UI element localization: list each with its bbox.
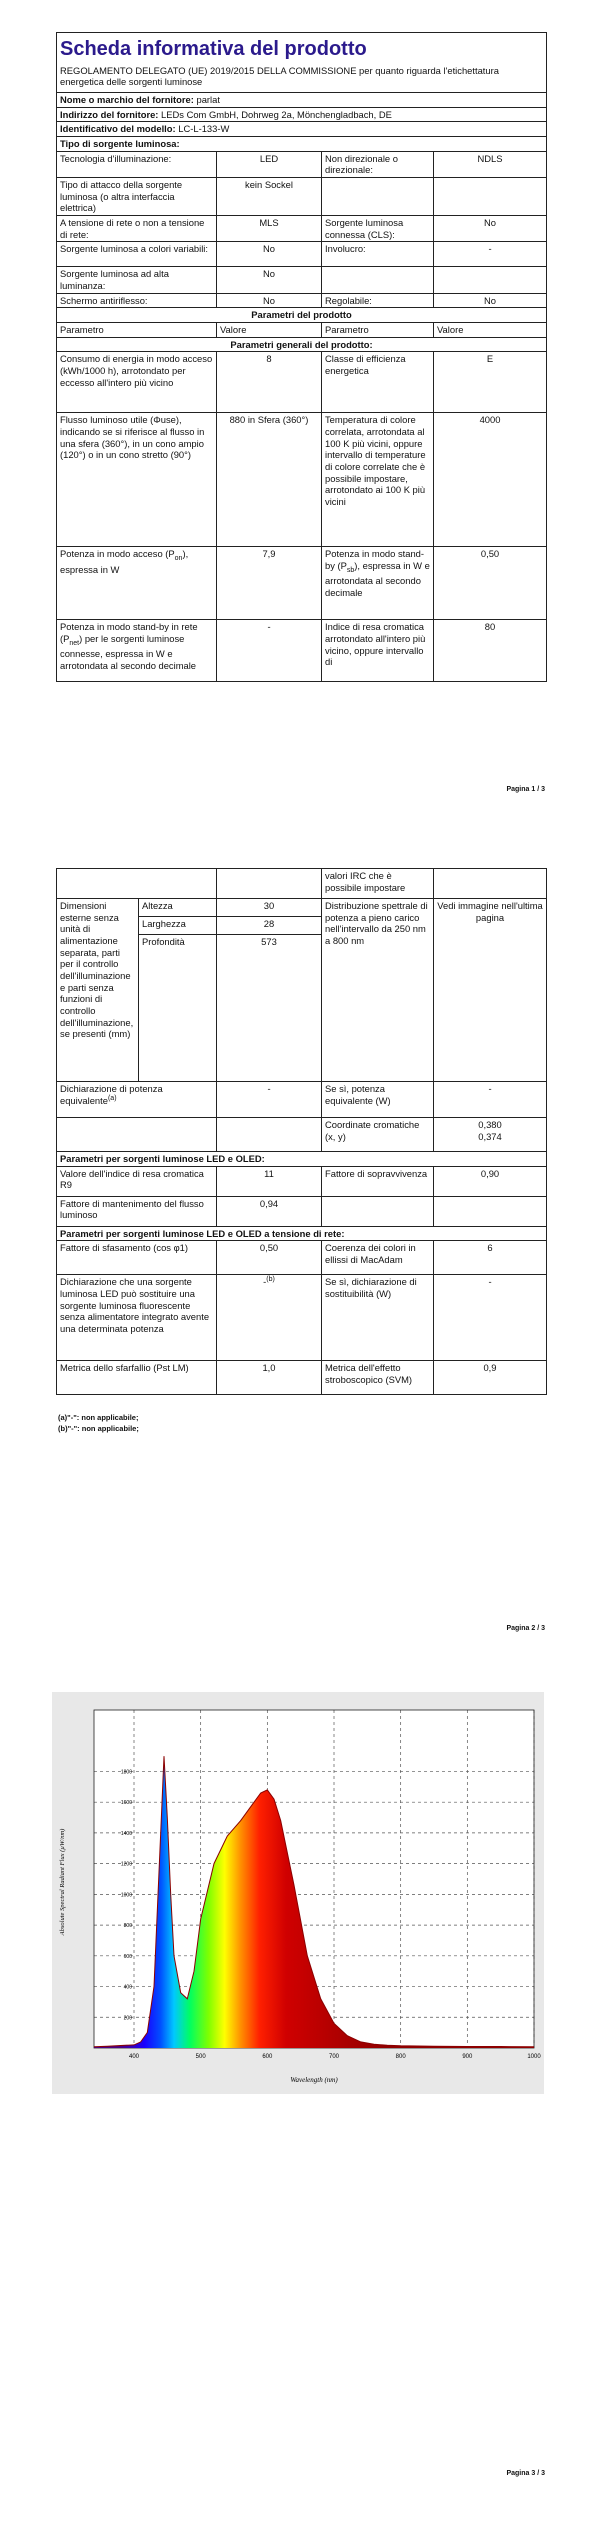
colour-consistency-value: 6 <box>434 1241 547 1275</box>
mains-led-params-header: Parametri per sorgenti luminose LED e OLED a tensione di rete: <box>57 1226 547 1241</box>
supplier-row <box>57 93 547 108</box>
efficiency-class-value: E <box>434 352 547 413</box>
col-header-param-2: Parametro <box>322 322 434 337</box>
info-table-page-1 <box>56 32 547 682</box>
standby-power-value: 0,50 <box>434 547 547 620</box>
chromaticity-empty-value <box>217 1118 322 1152</box>
led-params-header: Parametri per sorgenti luminose LED e OLED: <box>57 1152 547 1167</box>
stroboscopic-metric-label: Metrica dell'effetto stroboscopico (SVM) <box>322 1361 434 1395</box>
y-tick-label: 800 <box>123 1923 132 1930</box>
colour-consistency-label: Coerenza dei colori in ellissi di MacAdam <box>322 1241 434 1275</box>
page-footer-2: Pagina 2 / 3 <box>506 1625 545 1632</box>
cri-cont-label: valori IRC che è possibile impostare <box>322 869 434 899</box>
flux-label: Flusso luminoso utile (Φuse), indicando se si riferisce al flusso in una sfera (360°), in un cono ampio (120°) o in un cono stretto (90°) <box>57 413 217 547</box>
standby-power-label: Potenza in modo stand-by $(P_{sb})$, espressa in W e arrotondata al secondo decimale <box>322 547 434 620</box>
cri-cont-empty-value <box>217 869 322 899</box>
y-axis-label: Absolute Spectral Radiant Flux (µW/nm) <box>59 1828 66 1936</box>
x-tick-label: 1000 <box>527 2054 541 2060</box>
col-header-value-1: Valore <box>217 322 322 337</box>
efficiency-class-label: Classe di efficienza energetica <box>322 352 434 413</box>
depth-value: 573 <box>217 935 322 1082</box>
chromaticity-y: 0,374 <box>478 1130 502 1142</box>
lumen-maintenance-value: 0,94 <box>217 1196 322 1226</box>
high-luminance-label: Sorgente luminosa ad alta luminanza: <box>57 267 217 293</box>
cls-value: No <box>434 216 547 242</box>
tech-label: Tecnologia d'illuminazione: <box>57 151 217 177</box>
model-label: Identificativo del modello: <box>60 123 176 135</box>
address-row <box>57 107 547 122</box>
general-params-header: Parametri generali del prodotto: <box>57 337 547 352</box>
y-tick-label: 1800 <box>120 1769 132 1776</box>
supplier-value: parlat <box>196 94 220 106</box>
energy-value: 8 <box>217 352 322 413</box>
on-mode-power-value: 7,9 <box>217 547 322 620</box>
cls-label: Sorgente luminosa connessa (CLS): <box>322 216 434 242</box>
energy-label: Consumo di energia in modo acceso (kWh/1000 h), arrotondato per eccesso all'intero più vicino <box>57 352 217 413</box>
r9-value: 11 <box>217 1166 322 1196</box>
y-tick-label: 1200 <box>120 1861 132 1868</box>
spectrum-chart-frame <box>52 1692 544 2094</box>
cri-cont-empty-value-2 <box>434 869 547 899</box>
anti-glare-label: Schermo antiriflesso: <box>57 293 217 308</box>
envelope-label: Involucro: <box>322 242 434 267</box>
flux-value: 880 in Sfera (360°) <box>217 413 322 547</box>
equivalent-power-claim-label: Dichiarazione di potenza equivalente$^{(a)}$ <box>57 1082 217 1118</box>
x-tick-label: 600 <box>262 2054 273 2060</box>
colour-tunable-value: No <box>217 242 322 267</box>
mains-value: MLS <box>217 216 322 242</box>
network-standby-value: - <box>217 620 322 682</box>
supplier-label: Nome o marchio del fornitore: <box>60 94 194 106</box>
equivalent-power-value: - <box>434 1082 547 1118</box>
y-tick-label: 1400 <box>120 1830 132 1837</box>
direction-value: NDLS <box>434 151 547 177</box>
regulation-text: REGOLAMENTO DELEGATO (UE) 2019/2015 DELLA COMMISSIONE per quanto riguarda l'etichettatura energetica delle sorgenti luminose <box>60 64 499 88</box>
x-tick-label: 400 <box>128 2054 140 2060</box>
high-luminance-value: No <box>217 267 322 293</box>
cap-empty-label <box>322 178 434 216</box>
lumen-empty-label <box>322 1196 434 1226</box>
y-tick-label: 1000 <box>120 1892 132 1899</box>
envelope-value: - <box>434 242 547 267</box>
model-value: LC-L-133-W <box>178 123 230 135</box>
y-tick-label: 600 <box>123 1953 132 1960</box>
cct-value: 4000 <box>434 413 547 547</box>
survival-factor-value: 0,90 <box>434 1166 547 1196</box>
info-table-page-2 <box>56 868 547 1395</box>
chromaticity-empty <box>57 1118 217 1152</box>
product-params-header: Parametri del prodotto <box>57 308 547 323</box>
fluorescent-replacement-label: Dichiarazione che una sorgente luminosa LED può sostituire una sorgente luminosa fluorescente senza alimentatore integrato avente una determinata potenza <box>57 1275 217 1361</box>
width-value: 28 <box>217 917 322 935</box>
cap-value: kein Sockel <box>217 178 322 216</box>
cap-empty-value <box>434 178 547 216</box>
height-value: 30 <box>217 899 322 917</box>
width-label: Larghezza <box>139 917 217 935</box>
dimensions-label: Dimensioni esterne senza unità di alimentazione separata, parti per il controllo dell'illuminazione e parti senza funzioni di controllo dell'illuminazione, se presenti (mm) <box>57 899 139 1082</box>
cri-cont-empty <box>57 869 217 899</box>
x-axis-label: Wavelength (nm) <box>290 2076 338 2084</box>
x-tick-label: 700 <box>328 2054 340 2060</box>
mains-label: A tensione di rete o non a tensione di rete: <box>57 216 217 242</box>
tech-value: LED <box>217 151 322 177</box>
cct-label: Temperatura di colore correlata, arrotondata al 100 K più vicini, oppure intervallo di temperature di colore correlate che è possibile impostare, arrotondato ai 100 K più vicini <box>322 413 434 547</box>
r9-label: Valore dell'indice di resa cromatica R9 <box>57 1166 217 1196</box>
direction-label: Non direzionale o direzionale: <box>322 151 434 177</box>
anti-glare-value: No <box>217 293 322 308</box>
colour-tunable-label: Sorgente luminosa a colori variabili: <box>57 242 217 267</box>
y-tick-label: 400 <box>123 1984 132 1991</box>
footnotes <box>58 1413 139 1435</box>
chromaticity-x: 0,380 <box>478 1119 502 1130</box>
y-tick-label: 200 <box>123 2015 132 2022</box>
replacement-claim-value: - <box>434 1275 547 1361</box>
depth-label: Profondità <box>139 935 217 1082</box>
equivalent-power-claim-value: - <box>217 1082 322 1118</box>
chromaticity-label: Coordinate cromatiche (x, y) <box>322 1118 434 1152</box>
model-row <box>57 122 547 137</box>
page-title: Scheda informativa del prodotto <box>60 38 367 60</box>
flicker-metric-label: Metrica dello sfarfallio (Pst LM) <box>57 1361 217 1395</box>
title-cell <box>57 33 547 93</box>
col-header-param-1: Parametro <box>57 322 217 337</box>
flicker-metric-value: 1,0 <box>217 1361 322 1395</box>
network-standby-label: Potenza in modo stand-by in rete $(P_{net})$ per le sorgenti luminose connesse, espressa in W e arrotondata al secondo decimale <box>57 620 217 682</box>
hl-empty-value <box>434 267 547 293</box>
y-tick-label: 1600 <box>120 1800 132 1807</box>
dimmable-value: No <box>434 293 547 308</box>
cap-label: Tipo di attacco della sorgente luminosa (o altra interfaccia elettrica) <box>57 178 217 216</box>
lumen-maintenance-label: Fattore di mantenimento del flusso luminoso <box>57 1196 217 1226</box>
spd-label: Distribuzione spettrale di potenza a pieno carico nell'intervallo da 250 nm a 800 nm <box>322 899 434 1082</box>
on-mode-power-label: Potenza in modo acceso $(P_{on})$, espressa in W <box>57 547 217 620</box>
page-footer-3: Pagina 3 / 3 <box>506 2470 545 2477</box>
footnote-b: (b)"-": non applicabile; <box>58 1423 139 1433</box>
hl-empty-label <box>322 267 434 293</box>
equivalent-power-label: Se sì, potenza equivalente (W) <box>322 1082 434 1118</box>
col-header-value-2: Valore <box>434 322 547 337</box>
cri-label: Indice di resa cromatica arrotondato all'intero più vicino, oppure intervallo di <box>322 620 434 682</box>
fluorescent-replacement-value: -$^{(b)}$ <box>217 1275 322 1361</box>
height-label: Altezza <box>139 899 217 917</box>
footnote-a: (a)"-": non applicabile; <box>58 1413 139 1422</box>
survival-factor-label: Fattore di sopravvivenza <box>322 1166 434 1196</box>
lumen-empty-value <box>434 1196 547 1226</box>
address-value: LEDs Com GmbH, Dohrweg 2a, Mönchengladbach, DE <box>161 108 392 120</box>
replacement-claim-label: Se sì, dichiarazione di sostituibilità (W) <box>322 1275 434 1361</box>
x-tick-label: 500 <box>195 2054 206 2060</box>
light-source-type-header: Tipo di sorgente luminosa: <box>57 137 547 152</box>
stroboscopic-metric-value: 0,9 <box>434 1361 547 1395</box>
cri-value: 80 <box>434 620 547 682</box>
displacement-factor-value: 0,50 <box>217 1241 322 1275</box>
dimmable-label: Regolabile: <box>322 293 434 308</box>
displacement-factor-label: Fattore di sfasamento (cos φ1) <box>57 1241 217 1275</box>
x-tick-label: 800 <box>395 2054 406 2060</box>
spectrum-chart <box>52 1692 544 2094</box>
page-footer-1: Pagina 1 / 3 <box>506 786 545 793</box>
address-label: Indirizzo del fornitore: <box>60 108 159 120</box>
x-tick-label: 900 <box>462 2054 473 2060</box>
spd-value: Vedi immagine nell'ultima pagina <box>434 899 547 1082</box>
chromaticity-value <box>434 1118 547 1152</box>
